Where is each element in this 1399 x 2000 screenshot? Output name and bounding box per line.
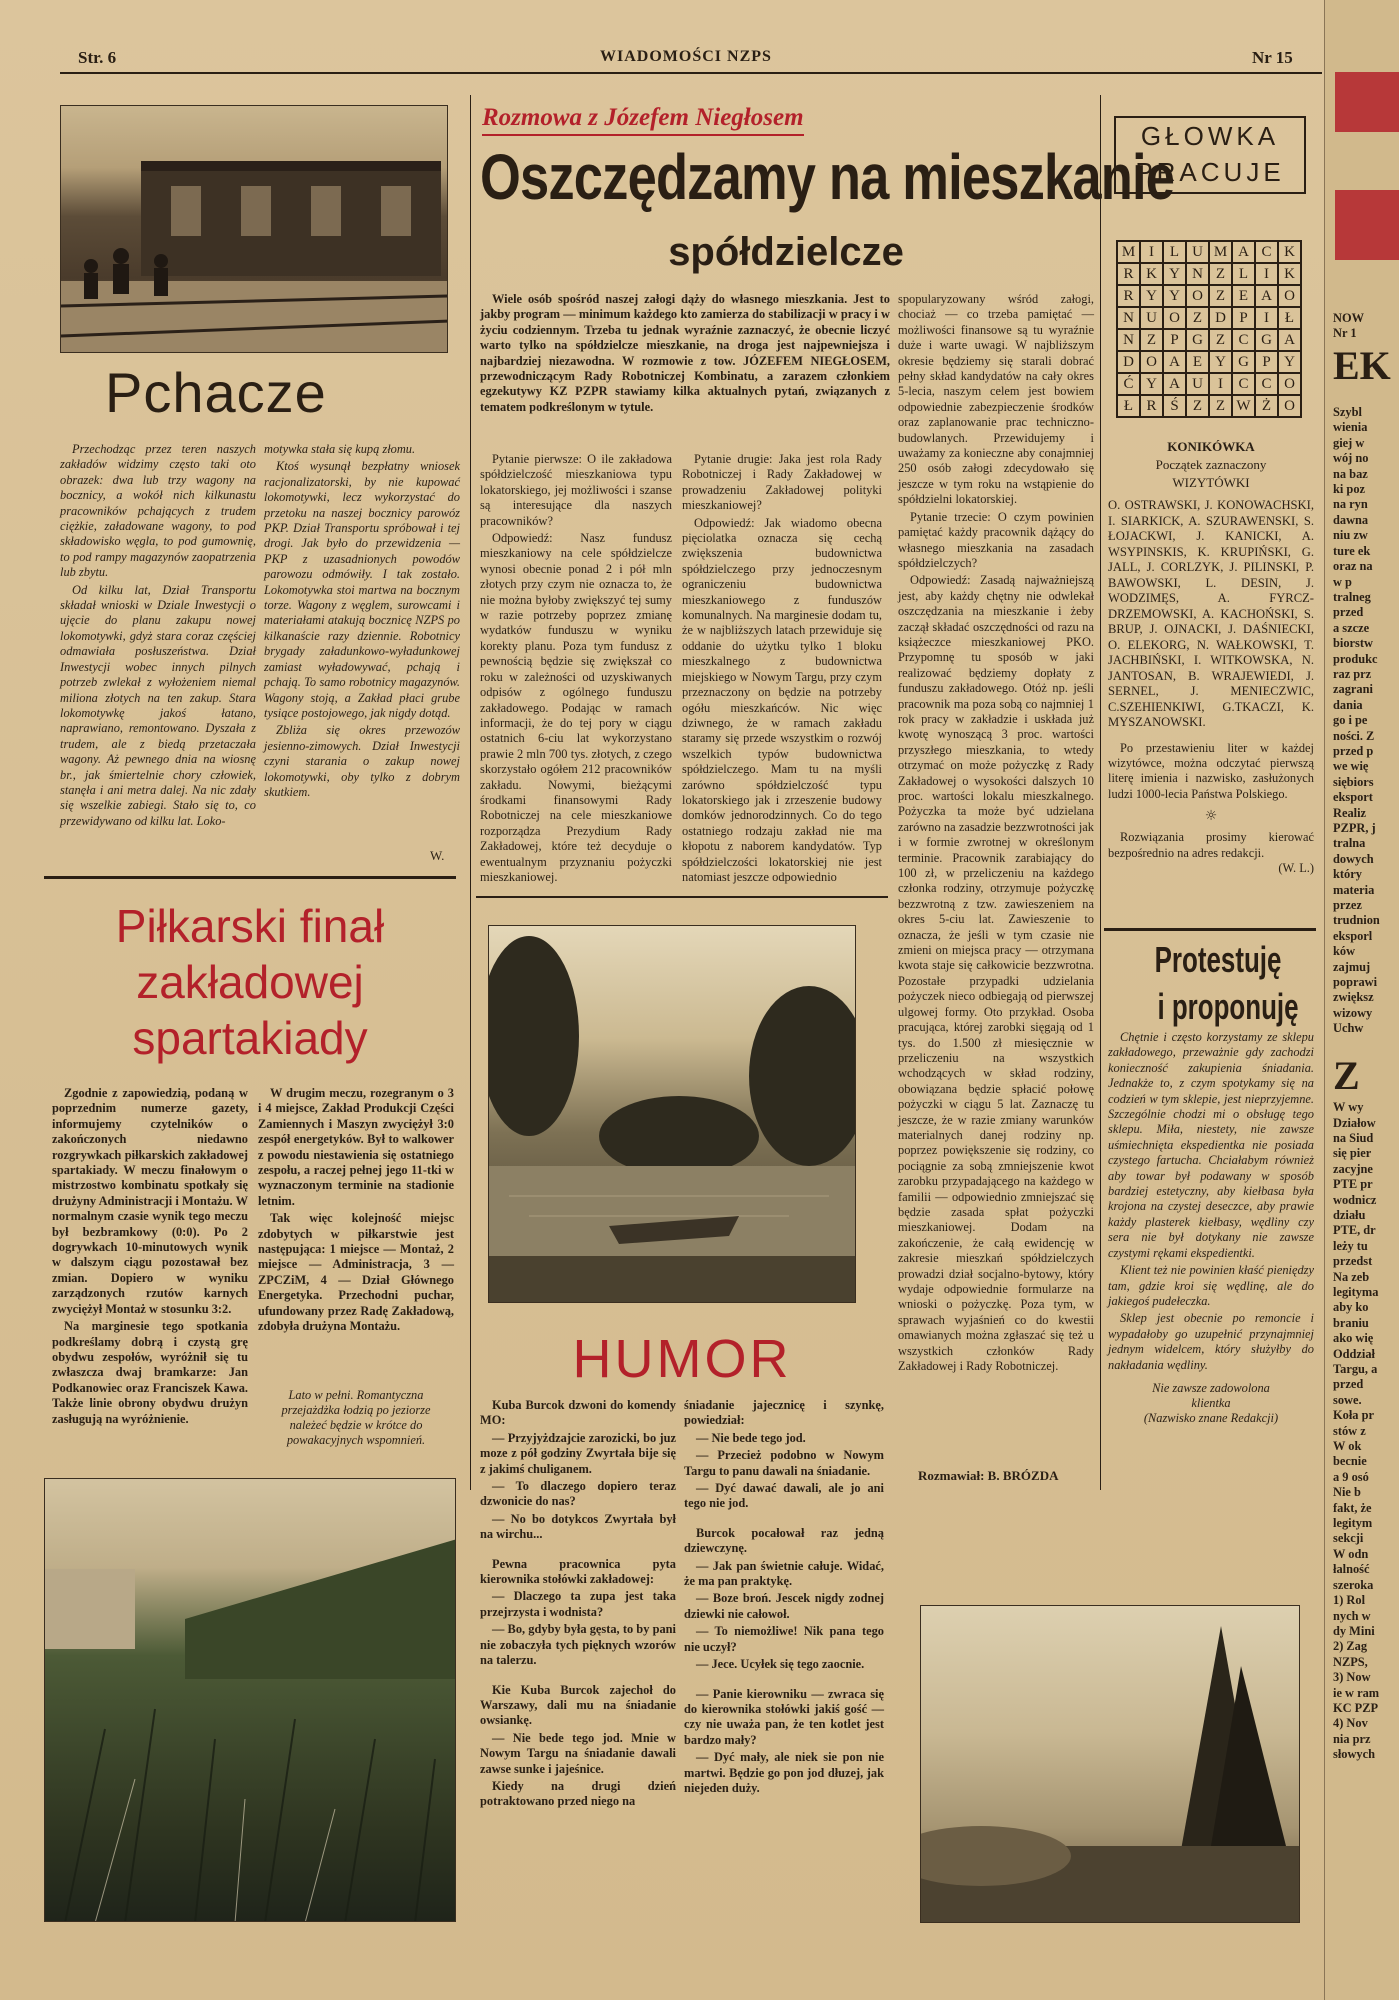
lake-photo-drawing	[489, 926, 856, 1303]
puzzle-cell: Y	[1209, 351, 1232, 373]
puzzle-cell: O	[1186, 285, 1209, 307]
strip-line: tralneg	[1333, 589, 1371, 604]
wagons-photo-drawing	[61, 106, 448, 353]
strip-line: wodnicz	[1333, 1192, 1377, 1207]
konikowka-text: Rozwiązania prosimy kierować bezpośrednio na adres redakcji.	[1108, 830, 1314, 860]
protest-title-line: Protestuję	[1154, 939, 1282, 980]
strip-line: łalność	[1333, 1562, 1370, 1577]
protest-paragraph: Chętnie i często korzystamy ze sklepu zakładowego, przeważnie gdy zachodzi konieczność zakupienia śniadania. Jednakże to, z czym spotykamy się na codzień w tym sklepie, jest nieprzyjemne. Szczególnie chodzi mi o obsługę tego sklepu. Miła, niestety, nie zawsze uśmiechnięta ekspedientka nie posiada czystego fartucha. Chciałabym również aby towar był podawany w sposób bardziej estetyczny, aby kiełbasa była krojona na czystej deseczce, aby prawie każdy plasterek kiełbasy, wędliny czy sera nie był dotykany nie zawsze czystymi rękami ekspedientki.	[1108, 1030, 1314, 1260]
konikowka-sub1: Początek zaznaczony	[1155, 457, 1267, 472]
strip-line: Nie b	[1333, 1485, 1361, 1500]
strip-line: na ryn	[1333, 497, 1368, 512]
adjacent-page-strip	[1324, 0, 1399, 2000]
pchacze-paragraph: Ktoś wysunął bezpłatny wniosek racjonalizatorski, by nie kupować lokomotywki, lecz wykorzystać do przetoku na naszej bocznicy parowóz PKP. Dział Transportu spróbował i tej drogi. Jak było do przewidzenia — PKP z uzasadnionych powodów parowozu odmówiły. I tak zostało. Lokomotywka stoi martwa na bocznym torze. Wagony z węglem, surowcami i materiałami atakują bocznicę NZPS po kilkanaście razy dziennie. Robotnicy brygady załadunkowo-wyładunkowej zamiast wyładowywać, pchają i pchają. To samo robotnicy magazynów. Wagony stoją, a Zakład płaci grube tysiące postojowego, jak nigdy dotąd.	[264, 459, 460, 720]
puzzle-cell: C	[1255, 373, 1278, 395]
football-paragraph: W drugim meczu, rozegranym o 3 i 4 miejsce, Zakład Produkcji Części Zamiennych i Maszyn zwyciężył 3:0 zespół energetyków. Był to walkower z powodu niestawienia się ostatniego zespołu, a raczej pełnej jego 11-tki w wyznaczonym terminie na stadionie letnim.	[258, 1086, 454, 1208]
strip-line: W ok	[1333, 1439, 1362, 1454]
strip-line: PTE, dr	[1333, 1223, 1376, 1238]
humor-joke: Pewna pracownica pyta kierownika stołówki zakładowej:	[480, 1556, 676, 1587]
interview-col1	[480, 452, 672, 885]
strip-line: eksport	[1333, 790, 1373, 805]
strip-line: Koła pr	[1333, 1408, 1374, 1423]
humor-joke: — Boze broń. Jescek nigdy zodnej dziewki nie całowoł.	[684, 1591, 884, 1621]
strip-line: 1) Rol	[1333, 1593, 1366, 1608]
puzzle-cell: W	[1232, 395, 1255, 417]
humor-joke: — Nie bede tego jod.	[696, 1430, 806, 1445]
puzzle-grid	[1116, 240, 1302, 418]
strip-line: ności. Z	[1333, 728, 1375, 743]
puzzle-cell: Z	[1186, 395, 1209, 417]
interview-col3	[898, 292, 1094, 1374]
lake-caption: Lato w pełni. Romantyczna przejażdżka łodzią po jeziorze należeć będzie w krótce do powakacyjnych wspomnień.	[281, 1388, 431, 1447]
konikowka-sub2: WIZYTÓWKI	[1172, 475, 1250, 490]
puzzle-cell: R	[1117, 285, 1140, 307]
football-col2	[258, 1086, 454, 1335]
red-banner	[1335, 72, 1399, 132]
puzzle-cell: Z	[1209, 329, 1232, 351]
strip-line: Działow	[1333, 1115, 1376, 1130]
interview-paragraph: Pytanie pierwsze: O ile zakładowa spółdzielczość mieszkaniowa typu lokatorskiego, jej możliwości i szanse są interesujące dla naszych pracowników?	[480, 452, 672, 528]
protest-sign: klientka	[1191, 1395, 1231, 1410]
football-paragraph: Zgodnie z zapowiedzią, podaną w poprzednim numerze gazety, informujemy czytelników o zakończonych niedawno rozgrywkach piłkarskich zakładowej spartakiady. W meczu finałowym o mistrzostwo kombinatu spotkały się drużyny Administracji i Montażu. W normalnym czasie wynik tego meczu był bezbramkowy (0:0). Po 2 dogrywkach 10-minutowych wynik w dalszym ciągu pozostawał bez zmian. Dopiero w wyniku zarządzonych rzutów karnych zwyciężył Montaż w stosunku 3:2.	[52, 1086, 248, 1316]
strip-line: poprawi	[1333, 975, 1378, 990]
interview-paragraph: Odpowiedź: Zasadą najważniejszą jest, aby każdy chętny nie odwlekał oszczędzania na mieszkanie i żeby zaczął składać oszczędności od razu na książeczce mieszkaniowej PKO. Przypomnę tu sposób w jaki realizować będziemy dopłaty z funduszu zakładowego. Otóż np. jeśli pracownik ma poza sobą co najmniej 1 rok pracy w zakładzie i uskłada już kwotę wynoszącą 3 proc. wartości przyszłego mieszkania, to wtedy otrzymać on może pożyczkę z Rady Zakładowej o wysokości dalszych 10 proc. wartości lokalu mieszkalnego. Pożyczka ta może być udzielana zarówno na zasadzie bezzwrotności jak i w formie zwrotnej w określonym terminie. Pracownik zarabiający do 100 zł, w przeliczeniu na każdego członka rodziny, otrzymuje pożyczkę bezzwrotną z tzw. zawieszeniem na okres 5-ciu lat. Zawieszenie to oznacza, że jeśli w tym czasie nie zmieni on miejsca pracy — otrzymana kwota staje się całkowicie bezzwrotna. Pozostałe przypadki udzielania pożyczek nieco odbiegają od pierwszej ulgowej formy. Oto przykład. Osoba pracująca, której zarobki sięgają od 1 tys. do 1.500 zł miesięcznie w przeliczeniu na wszystkich wchodzących w skład rodziny, obowiązana będzie spłacić połowę pożyczki w ciągu 5 lat. Zaznaczę tu jeszcze, że w razie zmiany warunków materialnych danej rodziny np. poprzez powiększenie się rodziny, co pociągnie za sobą zmniejszenie kwot zarobku przypadającego na każdego w familii — odpowiednio zmniejszać się będzie zasada spłat pożyczki mieszkaniowej. Dodam na zakończenie, że całą ewidencję w zakresie mieszkań spółdzielczych prowadzi dział socjalno-bytowy, który wydaje odpowiednie formularze na wnioski o pożyczkę. Poza tym, w sprawach wyjaśnień co do kwestii omawianych można zgłaszać się też u wszystkich członków Rady Zakładowej i Rady Robotniczej.	[898, 573, 1094, 1374]
puzzle-cell: O	[1278, 373, 1301, 395]
protest-title-line: i proponuję	[1157, 986, 1299, 1027]
pchacze-col2	[264, 442, 460, 800]
strip-line: a szcze	[1333, 620, 1370, 635]
puzzle-cell: Ć	[1117, 373, 1140, 395]
strip-line: leży tu	[1333, 1238, 1368, 1253]
puzzle-cell: Z	[1209, 263, 1232, 285]
puzzle-cell: A	[1163, 373, 1186, 395]
puzzle-cell: E	[1186, 351, 1209, 373]
strip-line: zacyjne	[1333, 1161, 1373, 1176]
puzzle-cell: E	[1232, 285, 1255, 307]
puzzle-cell: Y	[1140, 373, 1163, 395]
column-rule	[1100, 95, 1101, 1490]
puzzle-cell: D	[1209, 307, 1232, 329]
puzzle-cell: A	[1255, 285, 1278, 307]
strip-line: wój no	[1333, 451, 1369, 466]
puzzle-cell: R	[1140, 395, 1163, 417]
glowka-title-line: PRACUJE	[1135, 157, 1285, 187]
puzzle-cell: Ś	[1163, 395, 1186, 417]
humor-joke: — Przecież podobno w Nowym Targu to panu dawali na śniadanie.	[684, 1448, 884, 1478]
meadow-photo	[44, 1478, 456, 1922]
strip-line: produkc	[1333, 651, 1378, 666]
strip-line: biorstw	[1333, 636, 1373, 651]
humor-joke: śniadanie jajecznicę i szynkę, powiedział:	[684, 1398, 884, 1428]
strip-line: dy Mini	[1333, 1623, 1375, 1638]
interview-subtitle: spółdzielcze	[668, 230, 904, 274]
strip-line: 2) Zag	[1333, 1639, 1368, 1654]
strip-line	[1333, 390, 1391, 405]
interview-paragraph: Odpowiedź: Nasz fundusz mieszkaniowy na cele spółdzielcze wynosi obecnie ponad 2 i pół mln złotych przy czym nie oznacza to, że nie można byłoby zwiększyć tej sumy w razie potrzeby poprzez zmianę wydatków funduszu w wyniku korekty planu. Poza tym fundusz z pewnością będzie się zwiększał co roku w zależności od uzyskiwanych odpisów z ogólnego funduszu zakładowego. Podając w ramach informacji, że do tej pory w ciągu ostatnich 6-ciu lat wykorzystano prawie 2 mln 700 tys. złotych, z czego skorzystało ogółem 212 pracowników zakładu. Nowymi, bieżącymi środkami finansowymi Rady Robotniczej na cele mieszkaniowe rozporządza Prezydium Rady Zakładowej, które też decyduje o ewentualnym przyznaniu pożyczki mieszkaniowej.	[480, 531, 672, 884]
interview-lead-text: Wiele osób spośród naszej załogi dąży do własnego mieszkania. Jest to jakby program — minimum każdego kto zamierza do stabilizacji w pracy i w życiu codziennym. Trzeba tu jednak wyraźnie zaznaczyć, że obecnie liczyć warto tylko na spółdzielcze mieszkanie, na droga jest najpewniejsza i najbardziej niezawodna. W rozmowie z tow. JÓZEFEM NIEGŁOSEM, przewodniczącym Rady Robotniczej Kombinatu, a zarazem członkiem egzekutywy KZ PZPR stawiamy kilka aktualnych pytań, związanych z tematem podkreślonym w tytule.	[480, 292, 890, 414]
puzzle-cell: R	[1117, 263, 1140, 285]
humor-joke: — Przyjyżdzajcie zarozicki, bo juz moze z pół godziny Zwyrtała bije się z jakimś chuliganem.	[480, 1430, 676, 1476]
puzzle-cell: L	[1232, 263, 1255, 285]
humor-joke: — To dlaczego dopiero teraz dzwonicie do nas?	[480, 1479, 676, 1509]
strip-line: materia	[1333, 882, 1375, 897]
meadow-photo-drawing	[45, 1479, 456, 1922]
strip-line: działu	[1333, 1207, 1366, 1222]
humor-joke: — Jak pan świetnie całuje. Widać, że ma pan praktykę.	[684, 1558, 884, 1589]
strip-line: przedst	[1333, 1254, 1373, 1269]
humor-joke: — Jece. Ucyłek się tego zaocnie.	[696, 1657, 865, 1672]
strip-line: wienia	[1333, 420, 1368, 435]
konikowka-title: KONIKÓWKA	[1167, 439, 1255, 454]
strip-line: a 9 osó	[1333, 1469, 1369, 1484]
strip-line: szeroka	[1333, 1577, 1374, 1592]
strip-line: na baz	[1333, 466, 1368, 481]
strip-line: Realiz	[1333, 805, 1367, 820]
puzzle-cell: G	[1232, 351, 1255, 373]
puzzle-cell: P	[1255, 351, 1278, 373]
humor-joke: — Panie kierowniku — zwraca się do kierownika stołówki jakiś gość — czy nie uważa pan, że ten kotlet jest bardzo mały?	[684, 1686, 884, 1747]
rule	[44, 876, 456, 879]
strip-line: się pier	[1333, 1146, 1372, 1161]
interview-paragraph: Pytanie trzecie: O czym powinien pamiętać każdy pracownik dążący do własnego mieszkania na zasadach spółdzielczych?	[898, 509, 1094, 570]
strip-line: raz prz	[1333, 666, 1372, 681]
protest-body	[1108, 1030, 1314, 1426]
issue-number: Nr 15	[1252, 48, 1293, 67]
strip-line: zajmuj	[1333, 959, 1371, 974]
strip-line: giej w	[1333, 435, 1365, 450]
strip-line: legityma	[1333, 1284, 1379, 1299]
strip-line: sowe.	[1333, 1392, 1362, 1407]
strip-line: niu zw	[1333, 528, 1368, 543]
header-rule	[60, 72, 1322, 74]
puzzle-cell: N	[1117, 329, 1140, 351]
protest-paragraph: Sklep jest obecnie po remoncie i wypadałoby go uzupełnić przynajmniej jednym widelcem, który służyłby do nakładania wędliny.	[1108, 1311, 1314, 1372]
pchacze-paragraph: Od kilku lat, Dział Transportu składał wnioski w Dziale Inwestycji o ujęcie do planu zakupu nowej lokomotywki, gdyż stara coraz częściej odmawiała posłuszeństwa. Dział Inwestycji wobec innych pilnych potrzeb zwlekał z wyłożeniem niemal miliona złotych na ten zakup. Stara lokomotywkę jakoś łatano, naprawiano, remontowano. Dyszała z trudem, ale z biedą przetaczała wagony. Aż pewnego dnia na wiosnę br., jak śmiertelnie chory człowiek, stanęła i ani metra dalej. Na nic zdały się wszelkie zabiegi. Stało się to, co przewidywano od kilku lat. Loko-	[60, 582, 256, 828]
strip-line: przed	[1333, 1377, 1364, 1392]
puzzle-cell: Y	[1140, 285, 1163, 307]
strip-line: W odn	[1333, 1546, 1369, 1561]
humor-col1	[480, 1398, 676, 1810]
puzzle-cell: D	[1117, 351, 1140, 373]
puzzle-cell: I	[1209, 373, 1232, 395]
strip-line: który	[1333, 867, 1362, 882]
puzzle-cell: G	[1255, 329, 1278, 351]
rule	[1104, 928, 1316, 931]
interview-paragraph: Pytanie drugie: Jaka jest rola Rady Robotniczej i Rady Zakładowej w prowadzeniu Zakładowej polityki mieszkaniowej?	[682, 452, 882, 513]
strip-line: 3) Now	[1333, 1670, 1371, 1685]
pchacze-paragraph: motywka stała się kupą złomu.	[264, 442, 416, 456]
strip-line: zagrani	[1333, 682, 1373, 697]
puzzle-cell: Z	[1186, 307, 1209, 329]
interview-title: Oszczędzamy na mieszkanie	[480, 141, 1175, 213]
strip-line: dowych	[1333, 851, 1374, 866]
paper-title: WIADOMOŚCI NZPS	[600, 48, 772, 65]
strip-line: dawna	[1333, 512, 1369, 527]
puzzle-cell: C	[1232, 329, 1255, 351]
protest-title	[1130, 940, 1300, 1034]
puzzle-cell: O	[1278, 395, 1301, 417]
puzzle-cell: O	[1140, 351, 1163, 373]
strip-line: nych w	[1333, 1608, 1371, 1623]
interview-paragraph: Odpowiedź: Jak wiadomo obecna pięciolatka oznacza się cechą zwiększenia budownictwa spółdzielczego przy jednoczesnym ograniczeniu budownictwa mieszkaniowego z funduszów komunalnych. Na marginesie dodam tu, że w najbliższych latach przewiduje się oddanie do użytku tylko 1 bloku mieszkalnego z budownictwa miejskiego w Nowym Targu, przy czym przeznaczony on będzie na potrzeby ogółu mieszkańców. Nic więc dziwnego, że w ramach zakładu staramy się przede wszystkim o rozwój wszelkich typów budownictwa spółdzielczego. Mam tu na myśli zarówno spółdzielczość typu lokatorskiego jak i zrzeszenie budowy domków jednorodzinnych. Co do tego ostatniego rodzaju zakład nie ma kłopotu z naborem kandydatów. Typ spółdzielczości lokatorskiej nie jest natomiast jeszcze odpowiednio	[682, 515, 882, 884]
pchacze-sign: W.	[430, 848, 445, 863]
strip-line: oraz na	[1333, 559, 1373, 574]
puzzle-cell: I	[1140, 241, 1163, 263]
puzzle-cell: N	[1186, 263, 1209, 285]
strip-line	[1333, 280, 1391, 295]
football-title	[44, 898, 456, 1066]
puzzle-cell: K	[1278, 241, 1301, 263]
puzzle-cell: I	[1255, 263, 1278, 285]
humor-joke: Burcok pocałował raz jedną dziewczynę.	[684, 1525, 884, 1556]
puzzle-cell: Z	[1209, 395, 1232, 417]
strip-line: becnie	[1333, 1454, 1367, 1469]
strip-line: KC PZP	[1333, 1700, 1379, 1715]
konikowka-names: O. OSTRAWSKI, J. KONOWACHSKI, I. SIARKICK, A. SZURAWENSKI, S. ŁOJACKWI, J. KANICKI, A. WSYPINSKIS, K. KRUPIŃSKI, G. JALL, J. CORLZYK, J. PILINSKI, P. BAWOWSKI, L. DESIN, J. WODZIMĘS, A. FYRCZ-DRZEMOWSKI, A. KACHOŃSKI, S. BRUP, J. OJNACKI, J. DAŚNIECKI, O. ELEKORG, N. WAŁKOWSKI, T. JACHBIŃSKI, I. WITKOWSKA, N. JANTOSAN, B. WRAJEWIEDI, J. SERNEL, J. MENIECZWIC, C.SZEHIENKIWI, G.TKACZI, K. MYSZANOWSKI.	[1108, 498, 1314, 729]
humor-joke: Kuba Burcok dzwoni do komendy MO:	[480, 1398, 676, 1428]
puzzle-cell: I	[1255, 307, 1278, 329]
puzzle-cell: U	[1140, 307, 1163, 329]
strip-line: wizowy	[1333, 1005, 1373, 1020]
konikowka-body	[1108, 498, 1314, 876]
strip-line: ki poz	[1333, 482, 1366, 497]
strip-line: ako wię	[1333, 1331, 1374, 1346]
puzzle-cell: Z	[1140, 329, 1163, 351]
interview-paragraph: spopularyzowany wśród załogi, chociaż — co trzeba pamiętać — możliwości finansowe są tu wyraźnie duże i warte uwagi. W najbliższym okresie będziemy się starali dobrać pełny skład kandydatów na cały okres 5-lecia, naszym celem jest bowiem odpowiednie zabezpieczenie środków oraz zaplanowanie prac techniczno-budowlanych. Przewidujemy i uważamy za konieczne aby conajmniej 250 osób załogi zdecydowało się jeszcze w tym roku na wstąpienie do spółdzielni lokatorskiej.	[898, 292, 1094, 507]
football-col1	[52, 1086, 248, 1427]
pchacze-paragraph: Zbliża się okres przewozów jesienno-zimowych. Dział Inwestycji czyni starania o zakup nowej lokomotywki, oby tylko z dobrym skutkiem.	[264, 723, 460, 799]
strip-line: go i pe	[1333, 713, 1368, 728]
puzzle-cell: G	[1186, 329, 1209, 351]
football-title-line: Piłkarski finał	[115, 900, 385, 952]
humor-joke: — Dyć mały, ale niek sie pon nie martwi. Będzie go pon jod dłuzej, jak niejeden duży.	[684, 1750, 884, 1795]
puzzle-cell: A	[1163, 351, 1186, 373]
humor-joke: Kiedy na drugi dzień potraktowano przed niego na	[480, 1778, 676, 1809]
humor-joke: Kie Kuba Burcok zajechoł do Warszawy, dali mu na śniadanie owsiankę.	[480, 1682, 676, 1728]
puzzle-cell: U	[1186, 241, 1209, 263]
strip-line: fakt, że	[1333, 1500, 1372, 1515]
trees-photo-drawing	[921, 1606, 1300, 1923]
puzzle-cell: Y	[1278, 351, 1301, 373]
strip-line: Nr 1	[1333, 326, 1357, 341]
strip-line: przed	[1333, 605, 1364, 620]
strip-line: NZPS,	[1333, 1654, 1368, 1669]
strip-line: dania	[1333, 697, 1363, 712]
puzzle-cell: P	[1163, 329, 1186, 351]
strip-line: PTE pr	[1333, 1177, 1373, 1192]
puzzle-cell: P	[1232, 307, 1255, 329]
pchacze-paragraph: Przechodząc przez teren naszych zakładów widzimy często taki oto obrazek: dwa lub trzy wagony na bocznicy, a wokół nich kilkunastu pracowników pchających z trudem ciężkie, załadowane wagony, to pod składowisko węgla, to pod gumownię, to pod rampy magazynów zaopatrzenia lub zbytu.	[60, 442, 256, 580]
strip-line: nia prz	[1333, 1731, 1371, 1746]
page-number: Str. 6	[78, 48, 117, 67]
strip-line: W wy	[1333, 1100, 1364, 1115]
puzzle-cell: K	[1278, 263, 1301, 285]
konikowka-text: Po przestawieniu liter w każdej wizytówce, można odczytać pierwszą literę imienia i nazwisko, zasłużonych ludzi 1000-lecia Państwa Polskiego.	[1108, 740, 1314, 801]
strip-line	[1333, 1037, 1391, 1052]
puzzle-cell: M	[1117, 241, 1140, 263]
football-title-line: spartakiady	[132, 1012, 368, 1064]
humor-joke: — Bo, gdyby była gęsta, to by pani nie zobaczyła tych pięknych wzorów na talerzu.	[480, 1622, 676, 1668]
strip-text	[1333, 280, 1391, 1763]
puzzle-cell: O	[1278, 285, 1301, 307]
football-title-line: zakładowej	[136, 956, 364, 1008]
humor-joke: — Dyć dawać dawali, ale jo ani tego nie jod.	[684, 1481, 884, 1511]
puzzle-cell: Z	[1209, 285, 1232, 307]
strip-line: we wię	[1333, 759, 1369, 774]
strip-line: Z	[1333, 1053, 1360, 1099]
humor-joke: — No bo dotykcos Zwyrtała był na wirchu...	[480, 1511, 676, 1542]
protest-sign: (Nazwisko znane Redakcji)	[1143, 1410, 1279, 1425]
star-icon: ☼	[1204, 808, 1218, 825]
puzzle-cell: M	[1209, 241, 1232, 263]
konikowka-sign: (W. L.)	[1278, 860, 1314, 875]
strip-line: aby ko	[1333, 1300, 1369, 1315]
football-paragraph: Na marginesie tego spotkania podkreślamy dobrą i czystą grę obydwu zespołów, wyróżnił się tu zwłaszcza dwaj bramkarze: Jan Podkanowiec oraz Franciszek Kawa. Także linie obrony obydwu drużyn zasługują na wyróżnienie.	[52, 1319, 248, 1426]
pchacze-col1	[60, 442, 256, 829]
rule	[476, 896, 888, 898]
interview-col2	[682, 452, 882, 885]
humor-joke: — Dlaczego ta zupa jest taka przejrzysta i wodnista?	[480, 1589, 676, 1619]
strip-line	[1333, 295, 1391, 310]
wagons-photo	[60, 105, 448, 353]
pchacze-title: Pchacze	[105, 361, 327, 424]
strip-line: przed p	[1333, 743, 1374, 758]
humor-col2	[684, 1398, 884, 1796]
strip-line: Oddział	[1333, 1346, 1375, 1361]
strip-line: słowych	[1333, 1747, 1375, 1762]
strip-line: ture ek	[1333, 543, 1371, 558]
puzzle-cell: C	[1232, 373, 1255, 395]
strip-line: PZPR, j	[1333, 821, 1376, 835]
strip-line: sekcji	[1333, 1531, 1364, 1546]
protest-sign: Nie zawsze zadowolona	[1152, 1380, 1270, 1395]
column-rule	[470, 95, 471, 1490]
strip-line: przez	[1333, 898, 1362, 913]
trees-photo	[920, 1605, 1300, 1923]
glowka-title-box	[1114, 116, 1306, 194]
strip-line: NOW	[1333, 310, 1364, 325]
football-paragraph: Tak więc kolejność miejsc zdobytych w piłkarstwie jest następująca: 1 miejsce — Montaż, 2 miejsce — Administracja, 3 — ZPCZiM, 4 — Dział Głównego Energetyka. Przechodni puchar, ufundowany przez Radę Zakładową, zdobyła drużyna Montażu.	[258, 1211, 454, 1334]
interview-byline: Rozmawiał: B. BRÓZDA	[918, 1468, 1059, 1483]
humor-joke: — Nie bede tego jod. Mnie w Nowym Targu na śniadanie dawali zawse sunke i jajeśnice.	[480, 1730, 676, 1776]
red-banner	[1335, 190, 1399, 260]
strip-line: na Siud	[1333, 1130, 1374, 1145]
strip-line: Uchw	[1333, 1021, 1364, 1036]
humor-title: HUMOR	[572, 1329, 792, 1389]
interview-lead	[480, 292, 890, 415]
strip-line: tralna	[1333, 836, 1366, 851]
puzzle-cell: K	[1140, 263, 1163, 285]
strip-line: Na zeb	[1333, 1269, 1370, 1284]
strip-line: Targu, a	[1333, 1362, 1378, 1376]
glowka-title-line: GŁOWKA	[1140, 121, 1280, 151]
strip-line: Szybl	[1333, 405, 1362, 420]
interview-kicker: Rozmowa z Józefem Niegłosem	[482, 104, 804, 136]
strip-line: trudnion	[1333, 913, 1380, 928]
strip-line: 4) Nov	[1333, 1716, 1368, 1731]
strip-line: stów z	[1333, 1423, 1366, 1438]
konikowka-header	[1108, 438, 1314, 492]
strip-line: eksporl	[1333, 928, 1373, 943]
puzzle-cell: O	[1163, 307, 1186, 329]
puzzle-cell: A	[1232, 241, 1255, 263]
lake-photo	[488, 925, 856, 1303]
strip-line: w p	[1333, 574, 1352, 589]
strip-line: ków	[1333, 944, 1356, 959]
puzzle-cell: Ł	[1278, 307, 1301, 329]
strip-line: siębiors	[1333, 774, 1374, 789]
strip-line: braniu	[1333, 1315, 1369, 1330]
strip-line: EK	[1333, 342, 1391, 388]
strip-line: ie w ram	[1333, 1685, 1380, 1700]
puzzle-cell: U	[1186, 373, 1209, 395]
humor-joke: — To niemożliwe! Nik pana tego nie uczył?	[684, 1624, 884, 1654]
protest-paragraph: Klient też nie powinien kłaść pieniędzy tam, gdzie kroi się wędlinę, ale do jakiegoś pudełeczka.	[1108, 1263, 1314, 1308]
puzzle-cell: C	[1255, 241, 1278, 263]
puzzle-cell: L	[1163, 241, 1186, 263]
strip-line: legitym	[1333, 1516, 1373, 1531]
puzzle-cell: Y	[1163, 285, 1186, 307]
strip-line: zwiększ	[1333, 990, 1374, 1005]
puzzle-cell: Y	[1163, 263, 1186, 285]
puzzle-cell: Ż	[1255, 395, 1278, 417]
puzzle-cell: A	[1278, 329, 1301, 351]
puzzle-cell: N	[1117, 307, 1140, 329]
puzzle-cell: Ł	[1117, 395, 1140, 417]
